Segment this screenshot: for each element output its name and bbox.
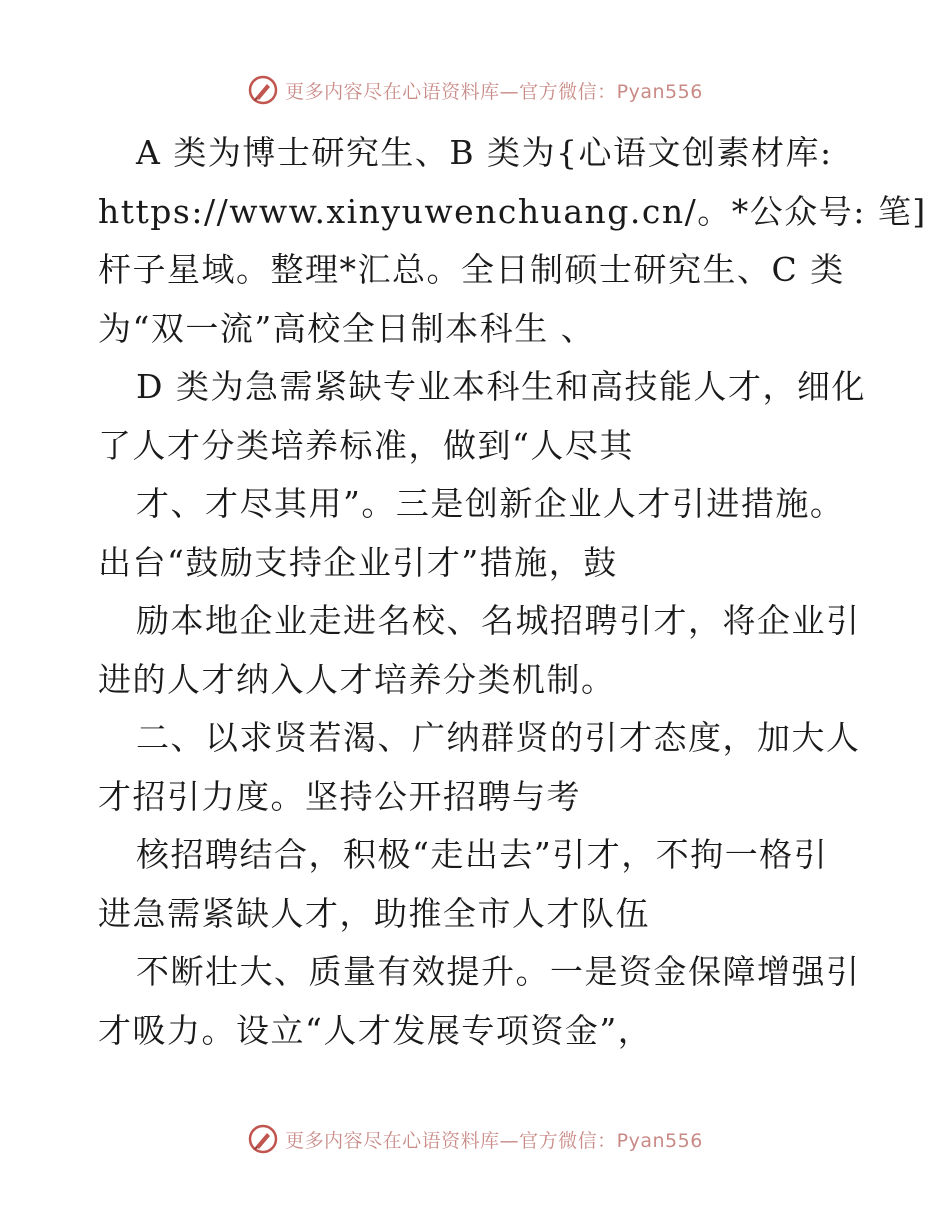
- text-line: 二、以求贤若渴、广纳群贤的引才态度，加大人: [136, 718, 861, 757]
- text-line: 进急需紧缺人才，助推全市人才队伍: [98, 893, 650, 933]
- text-line: A 类为博士研究生、B 类为{心语文创素材库:: [136, 133, 833, 172]
- watermark-text: 更多内容尽在心语资料库—官方微信：Pyan556: [285, 80, 703, 103]
- pen-logo-icon: [247, 74, 279, 106]
- pen-logo-icon: [247, 1123, 279, 1155]
- text-line: 才招引力度。坚持公开招聘与考: [98, 776, 581, 816]
- text-line: 出台“鼓励支持企业引才”措施，鼓: [98, 542, 618, 582]
- text-line: 杆子星域。整理*汇总。全日制硕士研究生、C 类: [98, 250, 845, 289]
- watermark-group: [247, 1123, 703, 1155]
- text-line: 励本地企业走进名校、名城招聘引才，将企业引: [136, 601, 861, 640]
- document-body: [98, 124, 927, 1060]
- text-line: 进的人才纳入人才培养分类机制。: [98, 659, 616, 699]
- text-line: 才、才尽其用”。三是创新企业人才引进措施。: [136, 484, 845, 523]
- text-line: 了人才分类培养标准，做到“人尽其: [98, 425, 634, 465]
- text-line: https://www.xinyuwenchuang.cn/。*公众号: 笔]: [98, 191, 927, 231]
- text-line: D 类为急需紧缺专业本科生和高技能人才，细化: [136, 367, 866, 406]
- text-line: 不断壮大、质量有效提升。一是资金保障增强引: [136, 952, 861, 991]
- text-line: 才吸力。设立“人才发展专项资金”，: [98, 1010, 653, 1050]
- footer-watermark: [0, 1121, 950, 1157]
- text-line: 为“双一流”高校全日制本科生 、: [98, 308, 596, 348]
- text-line: 核招聘结合，积极“走出去”引才，不拘一格引: [136, 835, 829, 874]
- watermark-group: [247, 74, 703, 106]
- watermark-text: 更多内容尽在心语资料库—官方微信：Pyan556: [285, 1129, 703, 1152]
- header-watermark: [0, 72, 950, 108]
